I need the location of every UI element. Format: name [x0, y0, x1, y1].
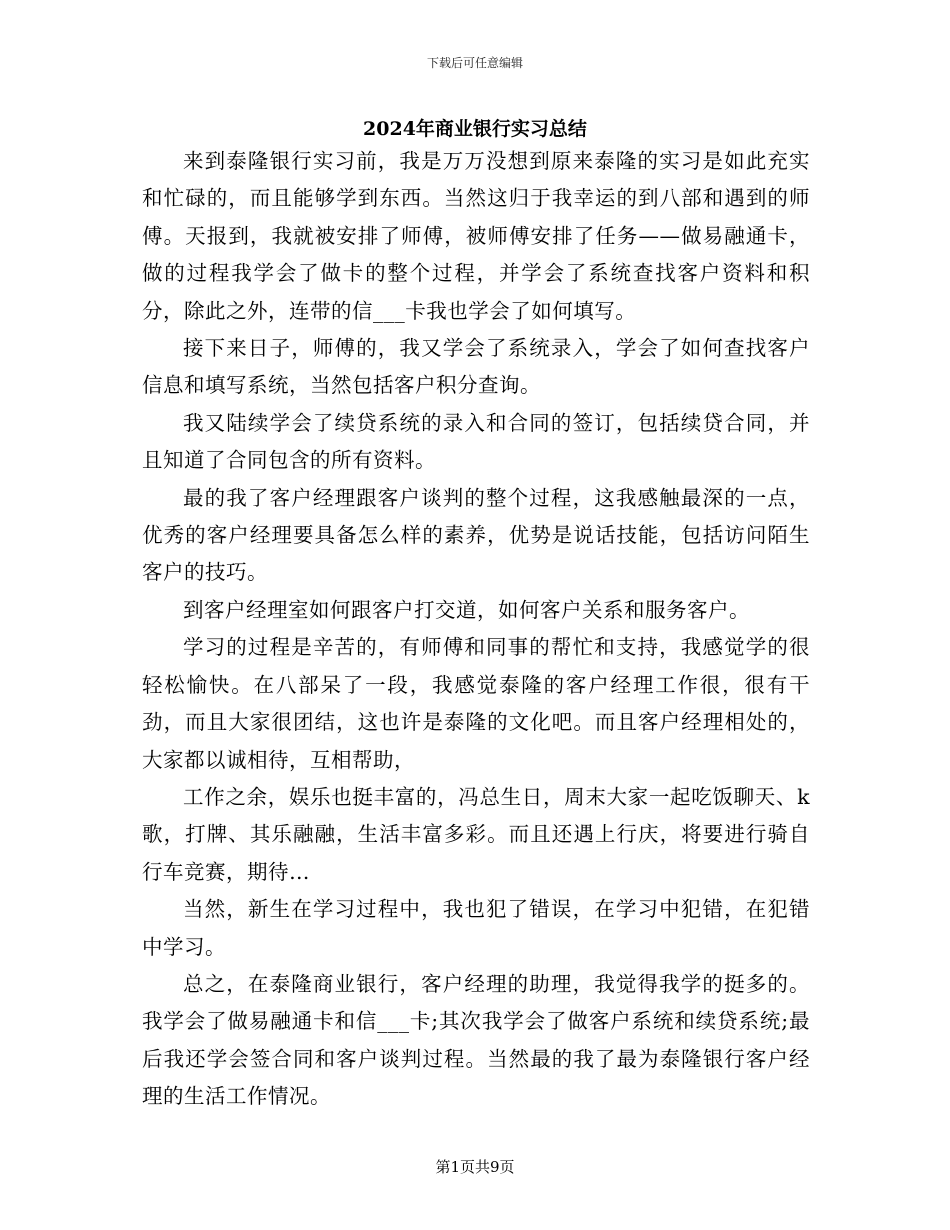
- download-note: 下载后可任意编辑: [426, 56, 523, 70]
- paragraph: 到客户经理室如何跟客户打交道，如何客户关系和服务客户。: [183, 597, 750, 622]
- paragraph: 工作之余，娱乐也挺丰富的，冯总生日，周末大家一起吃饭聊天、k歌，打牌、其乐融融，生活丰富多彩。而且还遇上行庆，将要进行骑自行车竞赛，期待…: [142, 784, 810, 884]
- paragraph: 最的我了客户经理跟客户谈判的整个过程，这我感触最深的一点，优秀的客户经理要具备怎么样的素养，优势是说话技能，包括访问陌生客户的技巧。: [142, 485, 810, 585]
- paragraph: 来到泰隆银行实习前，我是万万没想到原来泰隆的实习是如此充实和忙碌的，而且能够学到东西。当然这归于我幸运的到八部和遇到的师傅。天报到，我就被安排了师傅，被师傅安排了任务——做易融通卡，做的过程我学会了做卡的整个过程，并学会了系统查找客户资料和积分，除此之外，连带的信___卡我也学会了如何填写。: [142, 149, 810, 323]
- paragraph: 学习的过程是辛苦的，有师傅和同事的帮忙和支持，我感觉学的很轻松愉快。在八部呆了一段，我感觉泰隆的客户经理工作很，很有干劲，而且大家很团结，这也许是泰隆的文化吧。而且客户经理相处的，大家都以诚相待，互相帮助，: [142, 635, 810, 772]
- page-number: 第1页共9页: [435, 1158, 515, 1176]
- paragraph: 我又陆续学会了续贷系统的录入和合同的签订，包括续贷合同，并且知道了合同包含的所有资料。: [142, 410, 810, 473]
- paragraph: 总之，在泰隆商业银行，客户经理的助理，我觉得我学的挺多的。我学会了做易融通卡和信___卡;其次我学会了做客户系统和续贷系统;最后我还学会签合同和客户谈判过程。当然最的我了最为泰隆银行客户经理的生活工作情况。: [142, 971, 810, 1109]
- paragraph: 当然，新生在学习过程中，我也犯了错误，在学习中犯错，在犯错中学习。: [142, 897, 810, 959]
- paragraph: 接下来日子，师傅的，我又学会了系统录入，学会了如何查找客户信息和填写系统，当然包括客户积分查询。: [142, 336, 810, 398]
- document-body: [142, 143, 810, 1116]
- document-title: 2024年商业银行实习总结: [363, 118, 587, 140]
